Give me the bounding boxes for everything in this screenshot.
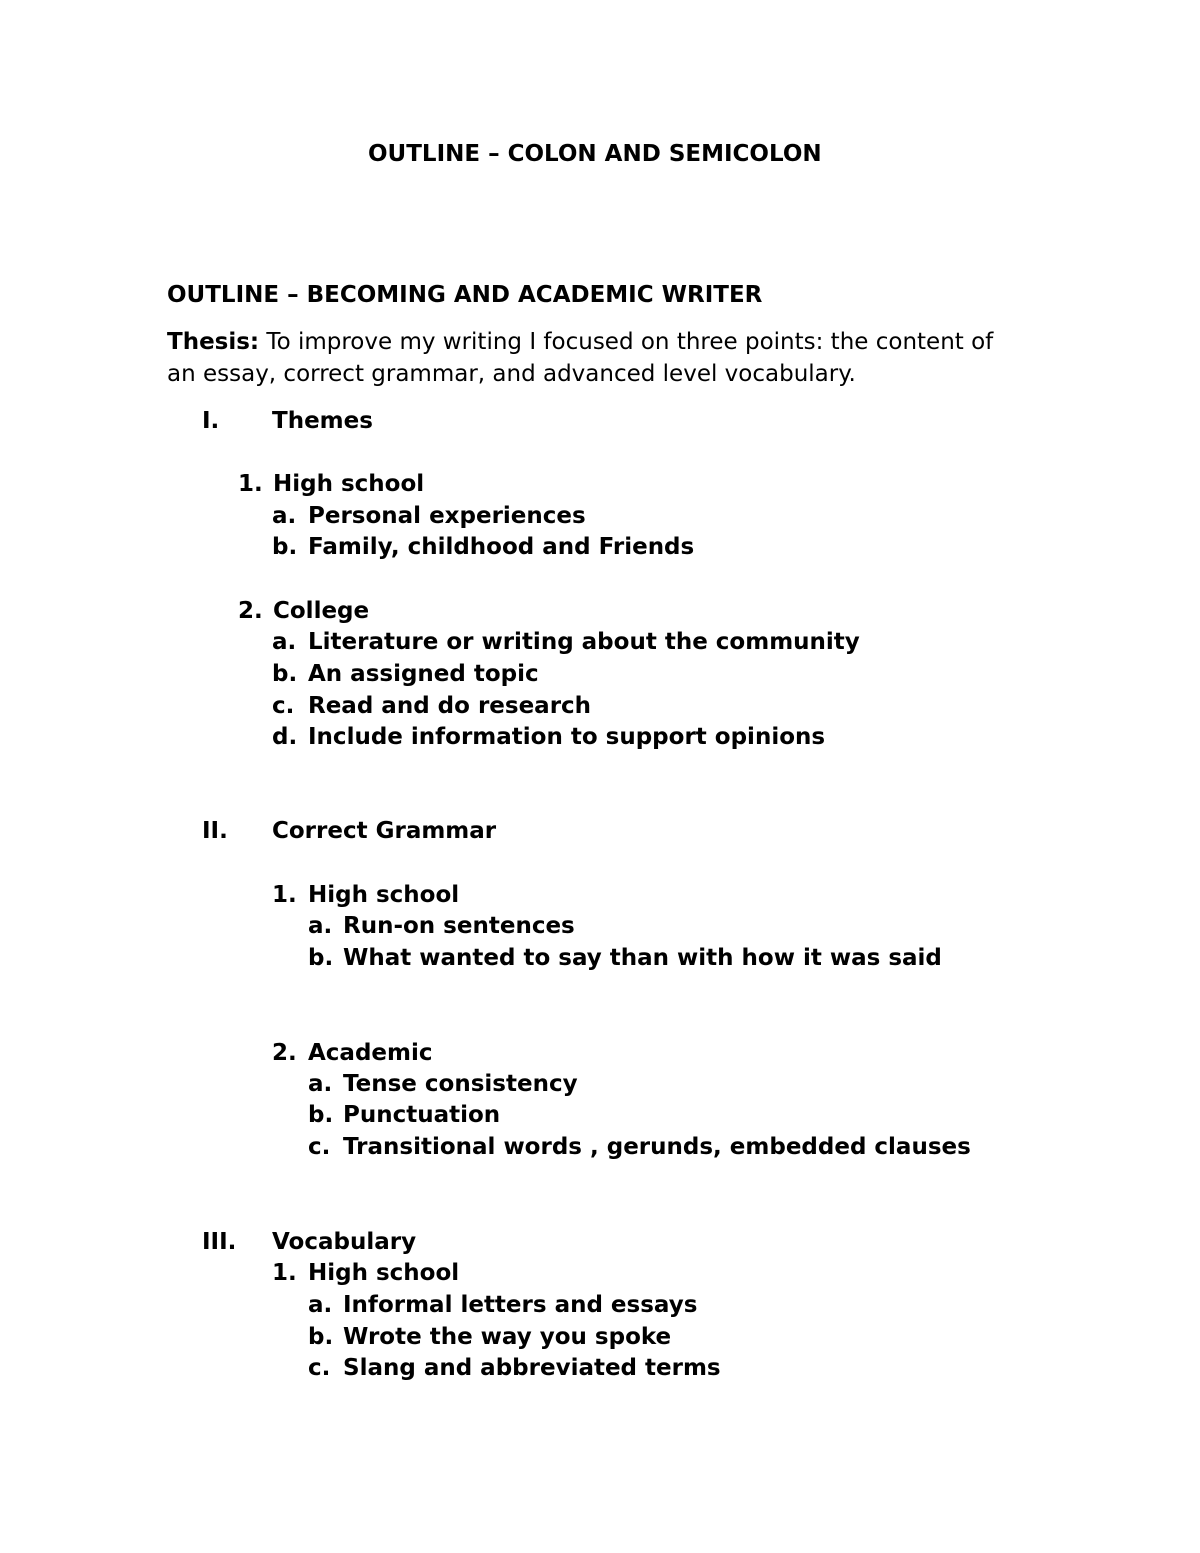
group-number: 1.: [238, 471, 263, 497]
thesis-label: Thesis:: [167, 329, 260, 355]
item-letter: b.: [308, 1102, 334, 1128]
outline-item: An assigned topic: [308, 661, 539, 687]
subtitle: OUTLINE – BECOMING AND ACADEMIC WRITER: [167, 282, 763, 308]
section-heading: Themes: [272, 408, 373, 434]
item-letter: c.: [308, 1134, 331, 1160]
section-heading: Vocabulary: [272, 1229, 417, 1255]
item-letter: b.: [308, 1324, 334, 1350]
outline-item: Family, childhood and Friends: [308, 534, 695, 560]
outline-item: Literature or writing about the community: [308, 629, 860, 655]
group-number: 1.: [272, 1260, 297, 1286]
section-numeral: I.: [202, 408, 220, 434]
group-label: High school: [308, 882, 460, 908]
item-letter: a.: [272, 629, 297, 655]
outline-item: Wrote the way you spoke: [343, 1324, 672, 1350]
group-label: High school: [308, 1260, 460, 1286]
outline-item: Personal experiences: [308, 503, 586, 529]
thesis-line-2: an essay, correct grammar, and advanced level vocabulary.: [167, 361, 856, 387]
thesis-text-1: To improve my writing I focused on three points: the content of: [259, 329, 994, 355]
outline-item: Slang and abbreviated terms: [343, 1355, 721, 1381]
group-label: Academic: [308, 1040, 433, 1066]
group-number: 1.: [272, 882, 297, 908]
outline-item: Read and do research: [308, 693, 592, 719]
group-number: 2.: [238, 598, 263, 624]
section-numeral: II.: [202, 818, 228, 844]
group-label: College: [273, 598, 370, 624]
outline-item: Tense consistency: [343, 1071, 578, 1097]
item-letter: c.: [272, 693, 295, 719]
item-letter: a.: [308, 913, 333, 939]
item-letter: a.: [272, 503, 297, 529]
group-label: High school: [273, 471, 425, 497]
outline-item: Run-on sentences: [343, 913, 575, 939]
main-title: OUTLINE – COLON AND SEMICOLON: [368, 141, 822, 167]
outline-item: Informal letters and essays: [343, 1292, 698, 1318]
item-letter: a.: [308, 1292, 333, 1318]
item-letter: c.: [308, 1355, 331, 1381]
section-heading: Correct Grammar: [272, 818, 497, 844]
thesis-line-1: [167, 331, 993, 354]
outline-item: Transitional words , gerunds, embedded clauses: [343, 1134, 971, 1160]
outline-item: Punctuation: [343, 1102, 501, 1128]
section-numeral: III.: [202, 1229, 237, 1255]
item-letter: b.: [272, 661, 298, 687]
item-letter: b.: [272, 534, 298, 560]
item-letter: d.: [272, 724, 298, 750]
item-letter: b.: [308, 945, 334, 971]
item-letter: a.: [308, 1071, 333, 1097]
outline-item: Include information to support opinions: [308, 724, 826, 750]
group-number: 2.: [272, 1040, 297, 1066]
outline-item: What wanted to say than with how it was said: [343, 945, 942, 971]
